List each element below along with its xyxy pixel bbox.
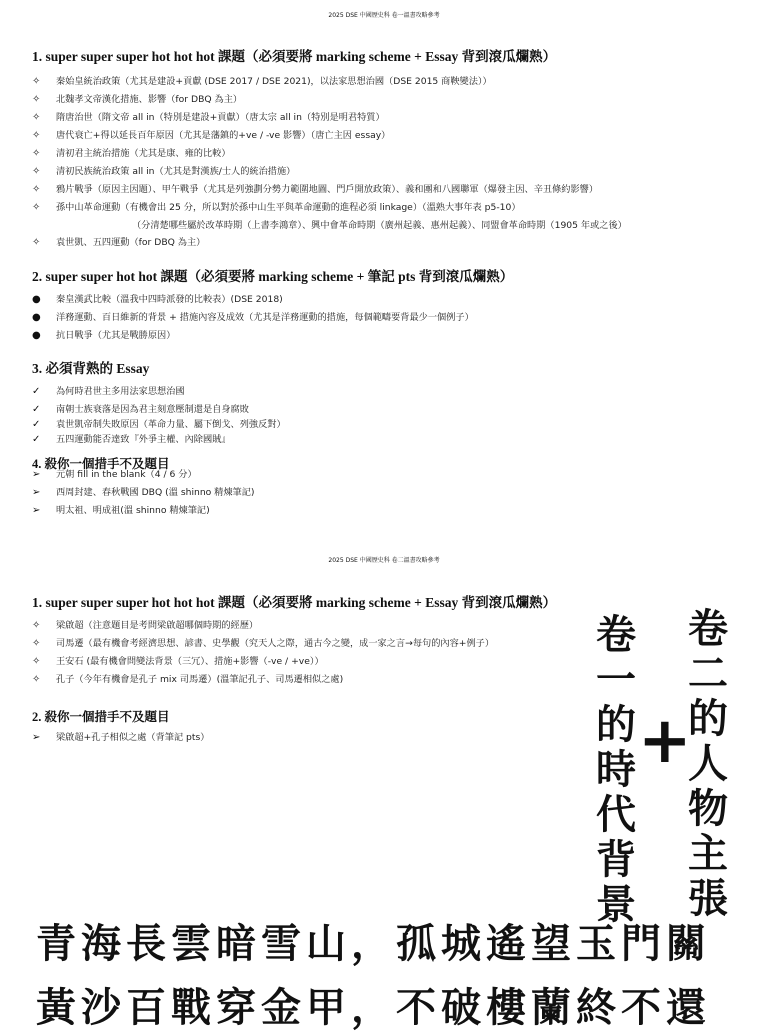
dot-bullet-icon: ●: [32, 330, 41, 341]
paper2-title: 2025 DSE 中國歷史科 卷二溫書攻略參考: [328, 557, 440, 564]
check-bullet-icon: ✓: [32, 404, 41, 415]
poem-line-2: 黃沙百戰穿金甲，不破樓蘭終不還: [36, 984, 711, 1031]
arrow-bullet-icon: ➢: [32, 469, 41, 480]
paper1-section4-heading: 4. 殺你一個措手不及題目: [32, 457, 170, 471]
side-note-left-column: 卷一的時代背景: [596, 611, 636, 928]
paper1-title: 2025 DSE 中國歷史科 卷一溫書攻略參考: [328, 12, 440, 19]
diamond-bullet-icon: ✧: [32, 656, 41, 667]
diamond-bullet-icon: ✧: [32, 94, 41, 105]
diamond-bullet-icon: ✧: [32, 112, 41, 123]
paper2-section2-heading: 2. 殺你一個措手不及題目: [32, 710, 170, 724]
paper1-section1-heading: 1. super super super hot hot hot 課題（必須要將 marking scheme + Essay 背到滾瓜爛熟）: [32, 49, 557, 64]
diamond-bullet-icon: ✧: [32, 237, 41, 248]
arrow-bullet-icon: ➢: [32, 505, 41, 516]
paper2-section1-heading: 1. super super super hot hot hot 課題（必須要將 marking scheme + Essay 背到滾瓜爛熟）: [32, 595, 557, 610]
check-bullet-icon: ✓: [32, 386, 41, 397]
paper1-section2-heading: 2. super super hot hot 課題（必須要將 marking scheme + 筆記 pts 背到滾瓜爛熟）: [32, 269, 514, 284]
diamond-bullet-icon: ✧: [32, 674, 41, 685]
arrow-bullet-icon: ➢: [32, 487, 41, 498]
diamond-bullet-icon: ✧: [32, 620, 41, 631]
side-note-right-column: 卷二的人物主張: [688, 605, 728, 922]
diamond-bullet-icon: ✧: [32, 130, 41, 141]
diamond-bullet-icon: ✧: [32, 202, 41, 213]
diamond-bullet-icon: ✧: [32, 184, 41, 195]
diamond-bullet-icon: ✧: [32, 638, 41, 649]
diamond-bullet-icon: ✧: [32, 148, 41, 159]
check-bullet-icon: ✓: [32, 419, 41, 430]
paper1-section3-heading: 3. 必須背熟的 Essay: [32, 361, 150, 376]
arrow-bullet-icon: ➢: [32, 732, 41, 743]
plus-sign: +: [638, 704, 692, 778]
dot-bullet-icon: ●: [32, 312, 41, 323]
check-bullet-icon: ✓: [32, 434, 41, 445]
diamond-bullet-icon: ✧: [32, 76, 41, 87]
list-item-continuation: （分清楚哪些屬於改革時期（上書李鴻章）、興中會革命時期（廣州起義、惠州起義）、同盟會革命時期（1905 年或之後）: [132, 220, 627, 231]
poem-line-1: 青海長雲暗雪山，孤城遙望玉門關: [36, 920, 711, 967]
dot-bullet-icon: ●: [32, 294, 41, 305]
diamond-bullet-icon: ✧: [32, 166, 41, 177]
